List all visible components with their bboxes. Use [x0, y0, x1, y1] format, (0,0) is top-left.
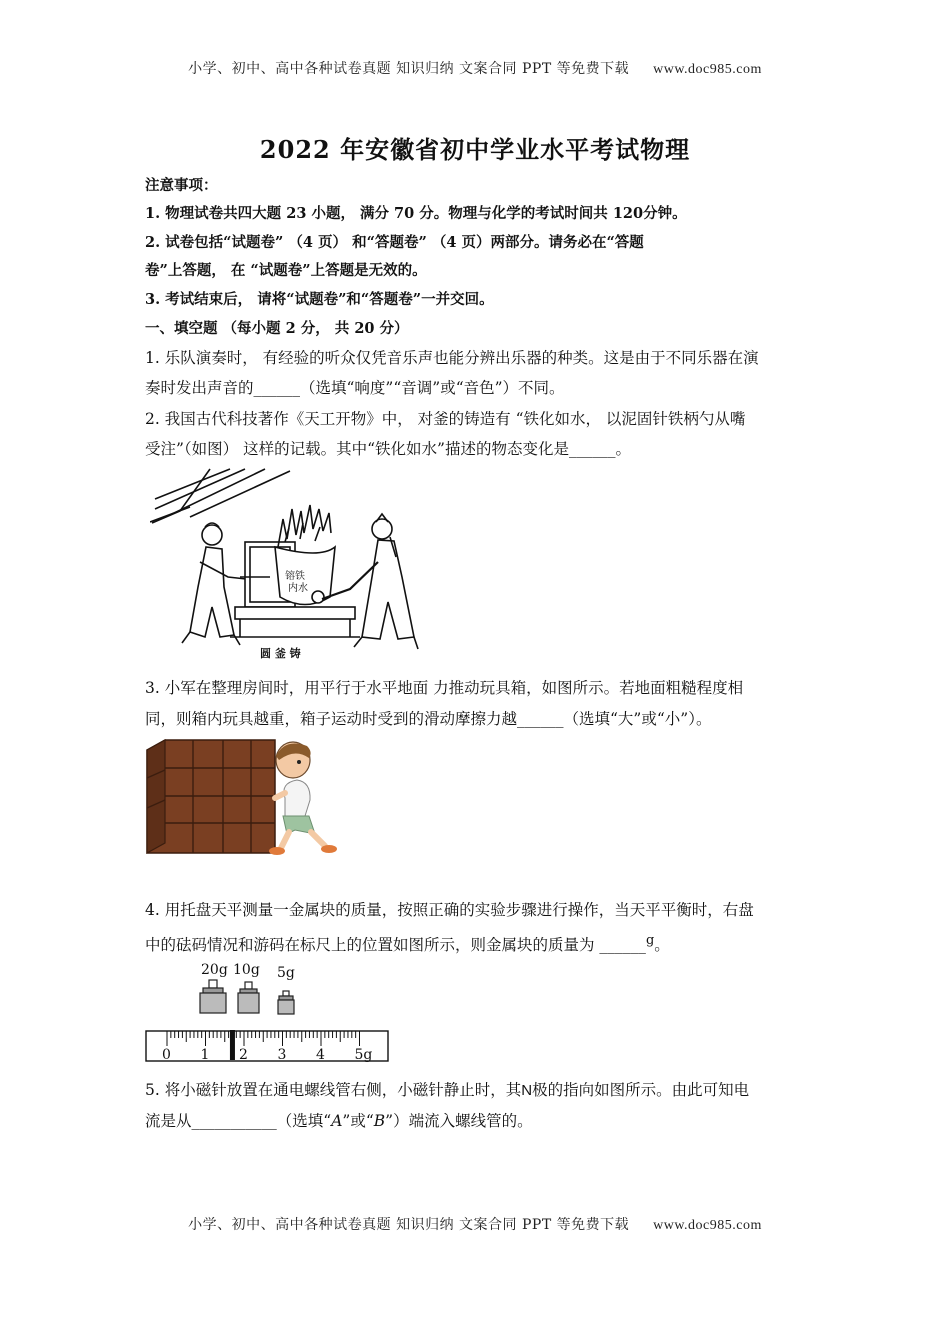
- furnace-label-1: 镕铁: [285, 571, 305, 582]
- footer-url[interactable]: www.doc985.com: [653, 1218, 762, 1233]
- q5-line-2: [145, 1111, 805, 1131]
- q5-option-a: A: [331, 1112, 343, 1130]
- scale-label: 4: [316, 1047, 325, 1063]
- weight-label-10g: 10g: [233, 962, 260, 978]
- q5-option-b: B: [373, 1112, 386, 1130]
- notes-item-3: 3. 考试结束后， 请将“试题卷”和“答题卷”一并交回。: [145, 291, 494, 308]
- q5-line-2-end: ”）端流入螺线管的。: [385, 1112, 533, 1130]
- q3-line-1: 3. 小军在整理房间时，用平行于水平地面 力推动玩具箱，如图所示。若地面粗糙程度相: [145, 679, 744, 697]
- boy: [269, 742, 337, 855]
- q4-unit: g: [645, 933, 655, 948]
- weight-20g: [200, 980, 226, 1013]
- weight-label-5g: 5g: [277, 965, 295, 981]
- q5-line-2-mid: ”或“: [342, 1112, 374, 1130]
- header-text: 小学、初中、高中各种试卷真题 知识归纳 文案合同 PPT 等免费下载: [188, 61, 630, 77]
- q4-line-2-end: 。: [654, 936, 670, 955]
- q5-line-1: [145, 1080, 805, 1101]
- notes-heading: 注意事项：: [145, 177, 218, 194]
- weight-10g: [238, 982, 259, 1013]
- figure-caption: 圆 釜 铸: [260, 647, 301, 660]
- furnace-label-2: 内水: [288, 583, 308, 594]
- q4-line-2-text: 中的砝码情况和游码在标尺上的位置如图所示，则金属块的质量为 ______: [145, 936, 646, 955]
- section-1-heading: 一、填空题 （每小题 2 分， 共 20 分）: [145, 320, 409, 337]
- q2-line-1: 2. 我国古代科技著作《天工开物》中， 对釜的铸造有 “铁化如水， 以泥固针铁柄勺从嘴: [145, 410, 746, 428]
- weight-5g: [278, 991, 294, 1014]
- q1-line-2: 奏时发出声音的______（选填“响度”“音调”或“音色”）不同。: [145, 379, 565, 397]
- notes-item-1: 1. 物理试卷共四大题 23 小题， 满分 70 分。物理与化学的考试时间共 120分钟。: [145, 205, 687, 222]
- q4-line-2: [145, 931, 805, 955]
- page-title: 2022 年安徽省初中学业水平考试物理: [259, 135, 691, 164]
- header-url[interactable]: www.doc985.com: [653, 62, 762, 77]
- q5-n-pole: N: [521, 1082, 533, 1099]
- scale-label: 3: [277, 1047, 287, 1063]
- q4-line-1: 4. 用托盘天平测量一金属块的质量，按照正确的实验步骤进行操作，当天平平衡时，右盘: [145, 901, 754, 919]
- balance-figure: [145, 958, 395, 1068]
- q2-line-2: 受注”（如图） 这样的记载。其中“铁化如水”描述的物态变化是______。: [145, 440, 631, 458]
- page-footer: [0, 1214, 950, 1234]
- q1-line-1: 1. 乐队演奏时， 有经验的听众仅凭音乐声也能分辨出乐器的种类。这是由于不同乐器在演: [145, 349, 759, 367]
- footer-text: 小学、初中、高中各种试卷真题 知识归纳 文案合同 PPT 等免费下载: [188, 1217, 630, 1233]
- scale-label: 0: [162, 1047, 171, 1063]
- q3-line-2: 同，则箱内玩具越重，箱子运动时受到的滑动摩擦力越______（选填“大”或“小”）。: [145, 710, 712, 728]
- q5-line-1-end: 极的指向如图所示。由此可知电: [532, 1081, 750, 1099]
- casting-illustration: [150, 467, 420, 665]
- page-header: [0, 58, 950, 78]
- casting-figure: [150, 467, 420, 665]
- scale-label: 2: [239, 1047, 248, 1063]
- scale-label: 1: [200, 1047, 210, 1063]
- weight-label-20g: 20g: [201, 962, 228, 978]
- q5-line-2-text: 流是从___________（选填“: [145, 1112, 332, 1130]
- scale-label: 5g: [354, 1047, 373, 1063]
- boy-pushing-crate-illustration: [145, 738, 340, 860]
- q5-line-1-text: 5. 将小磁针放置在通电螺线管右侧，小磁针静止时，其: [145, 1081, 522, 1099]
- crate-figure: [145, 738, 340, 860]
- notes-item-2-line-1: 2. 试卷包括“试题卷” （4 页） 和“答题卷” （4 页）两部分。请务必在“答题: [145, 234, 644, 251]
- weights-and-scale: [145, 958, 395, 1068]
- rider: [230, 1030, 235, 1060]
- notes-item-2-line-2: 卷”上答题， 在 “试题卷”上答题是无效的。: [145, 262, 427, 279]
